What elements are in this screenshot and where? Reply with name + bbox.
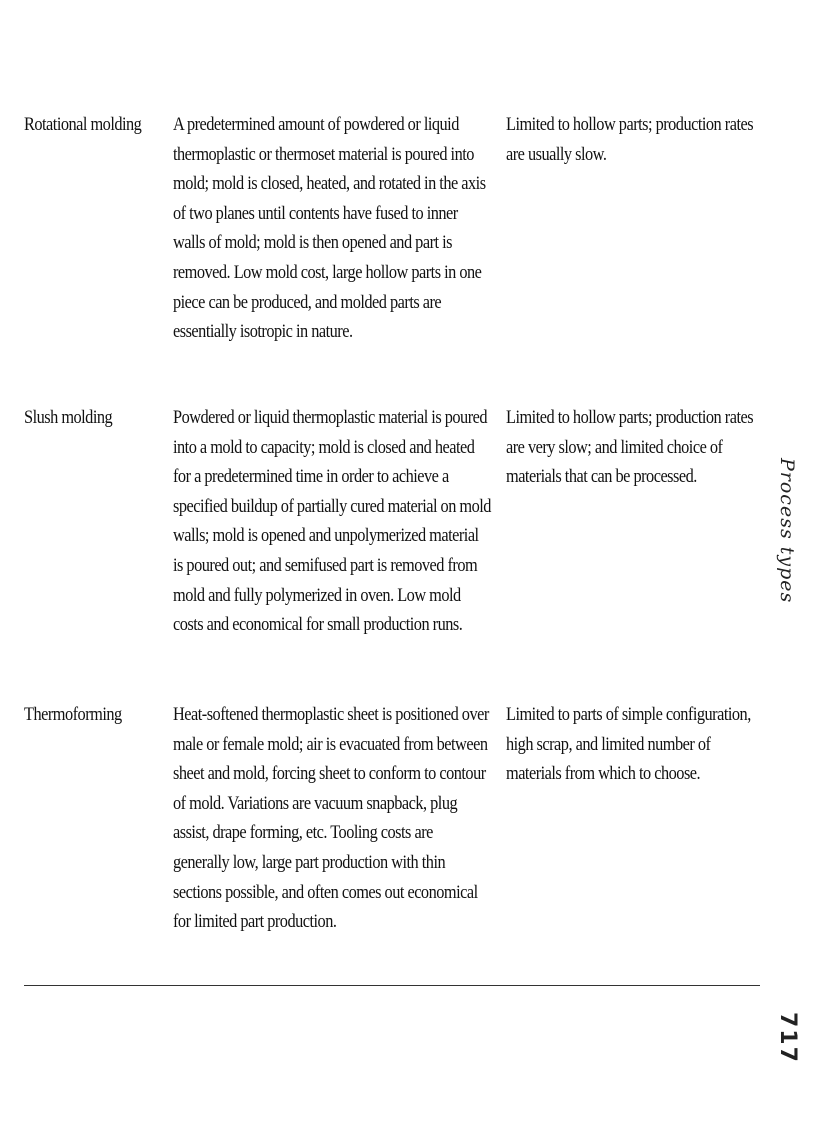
- process-limitations: Limited to parts of simple configuration, high scrap, and limited number of materials from which to choose.: [506, 704, 751, 785]
- process-limitations: Limited to hollow parts; production rates are usually slow.: [506, 114, 754, 165]
- table-bottom-rule: [24, 985, 760, 986]
- process-name: Rotational molding: [24, 114, 142, 135]
- page-number: 717: [775, 1012, 800, 1064]
- process-name: Thermoforming: [24, 704, 122, 725]
- process-description: Powdered or liquid thermoplastic material is poured into a mold to capacity; mold is closed and heated for a predetermined time in order to achieve a specified buildup of partially cured material on mold walls; mold is opened and unpolymerized material is poured out; and semifused part is removed from mold and fully polymerized in oven. Low mold costs and economical for small production runs.: [173, 407, 491, 636]
- process-description: A predetermined amount of powdered or liquid thermoplastic or thermoset material is poured into mold; mold is closed, heated, and rotated in the axis of two planes until contents have fused to inner walls of mold; mold is then opened and part is removed. Low mold cost, large hollow parts in one piece can be produced, and molded parts are essentially isotropic in nature.: [173, 114, 486, 343]
- process-name: Slush molding: [24, 407, 113, 428]
- process-limitations: Limited to hollow parts; production rates are very slow; and limited choice of materials that can be processed.: [506, 407, 754, 488]
- process-description: Heat-softened thermoplastic sheet is positioned over male or female mold; air is evacuated from between sheet and mold, forcing sheet to conform to contour of mold. Variations are vacuum snapback, plug assist, drape forming, etc. Tooling costs are generally low, large part production with thin sections possible, and often comes out economical for limited part production.: [173, 704, 489, 933]
- running-section-title: Process types: [776, 458, 798, 604]
